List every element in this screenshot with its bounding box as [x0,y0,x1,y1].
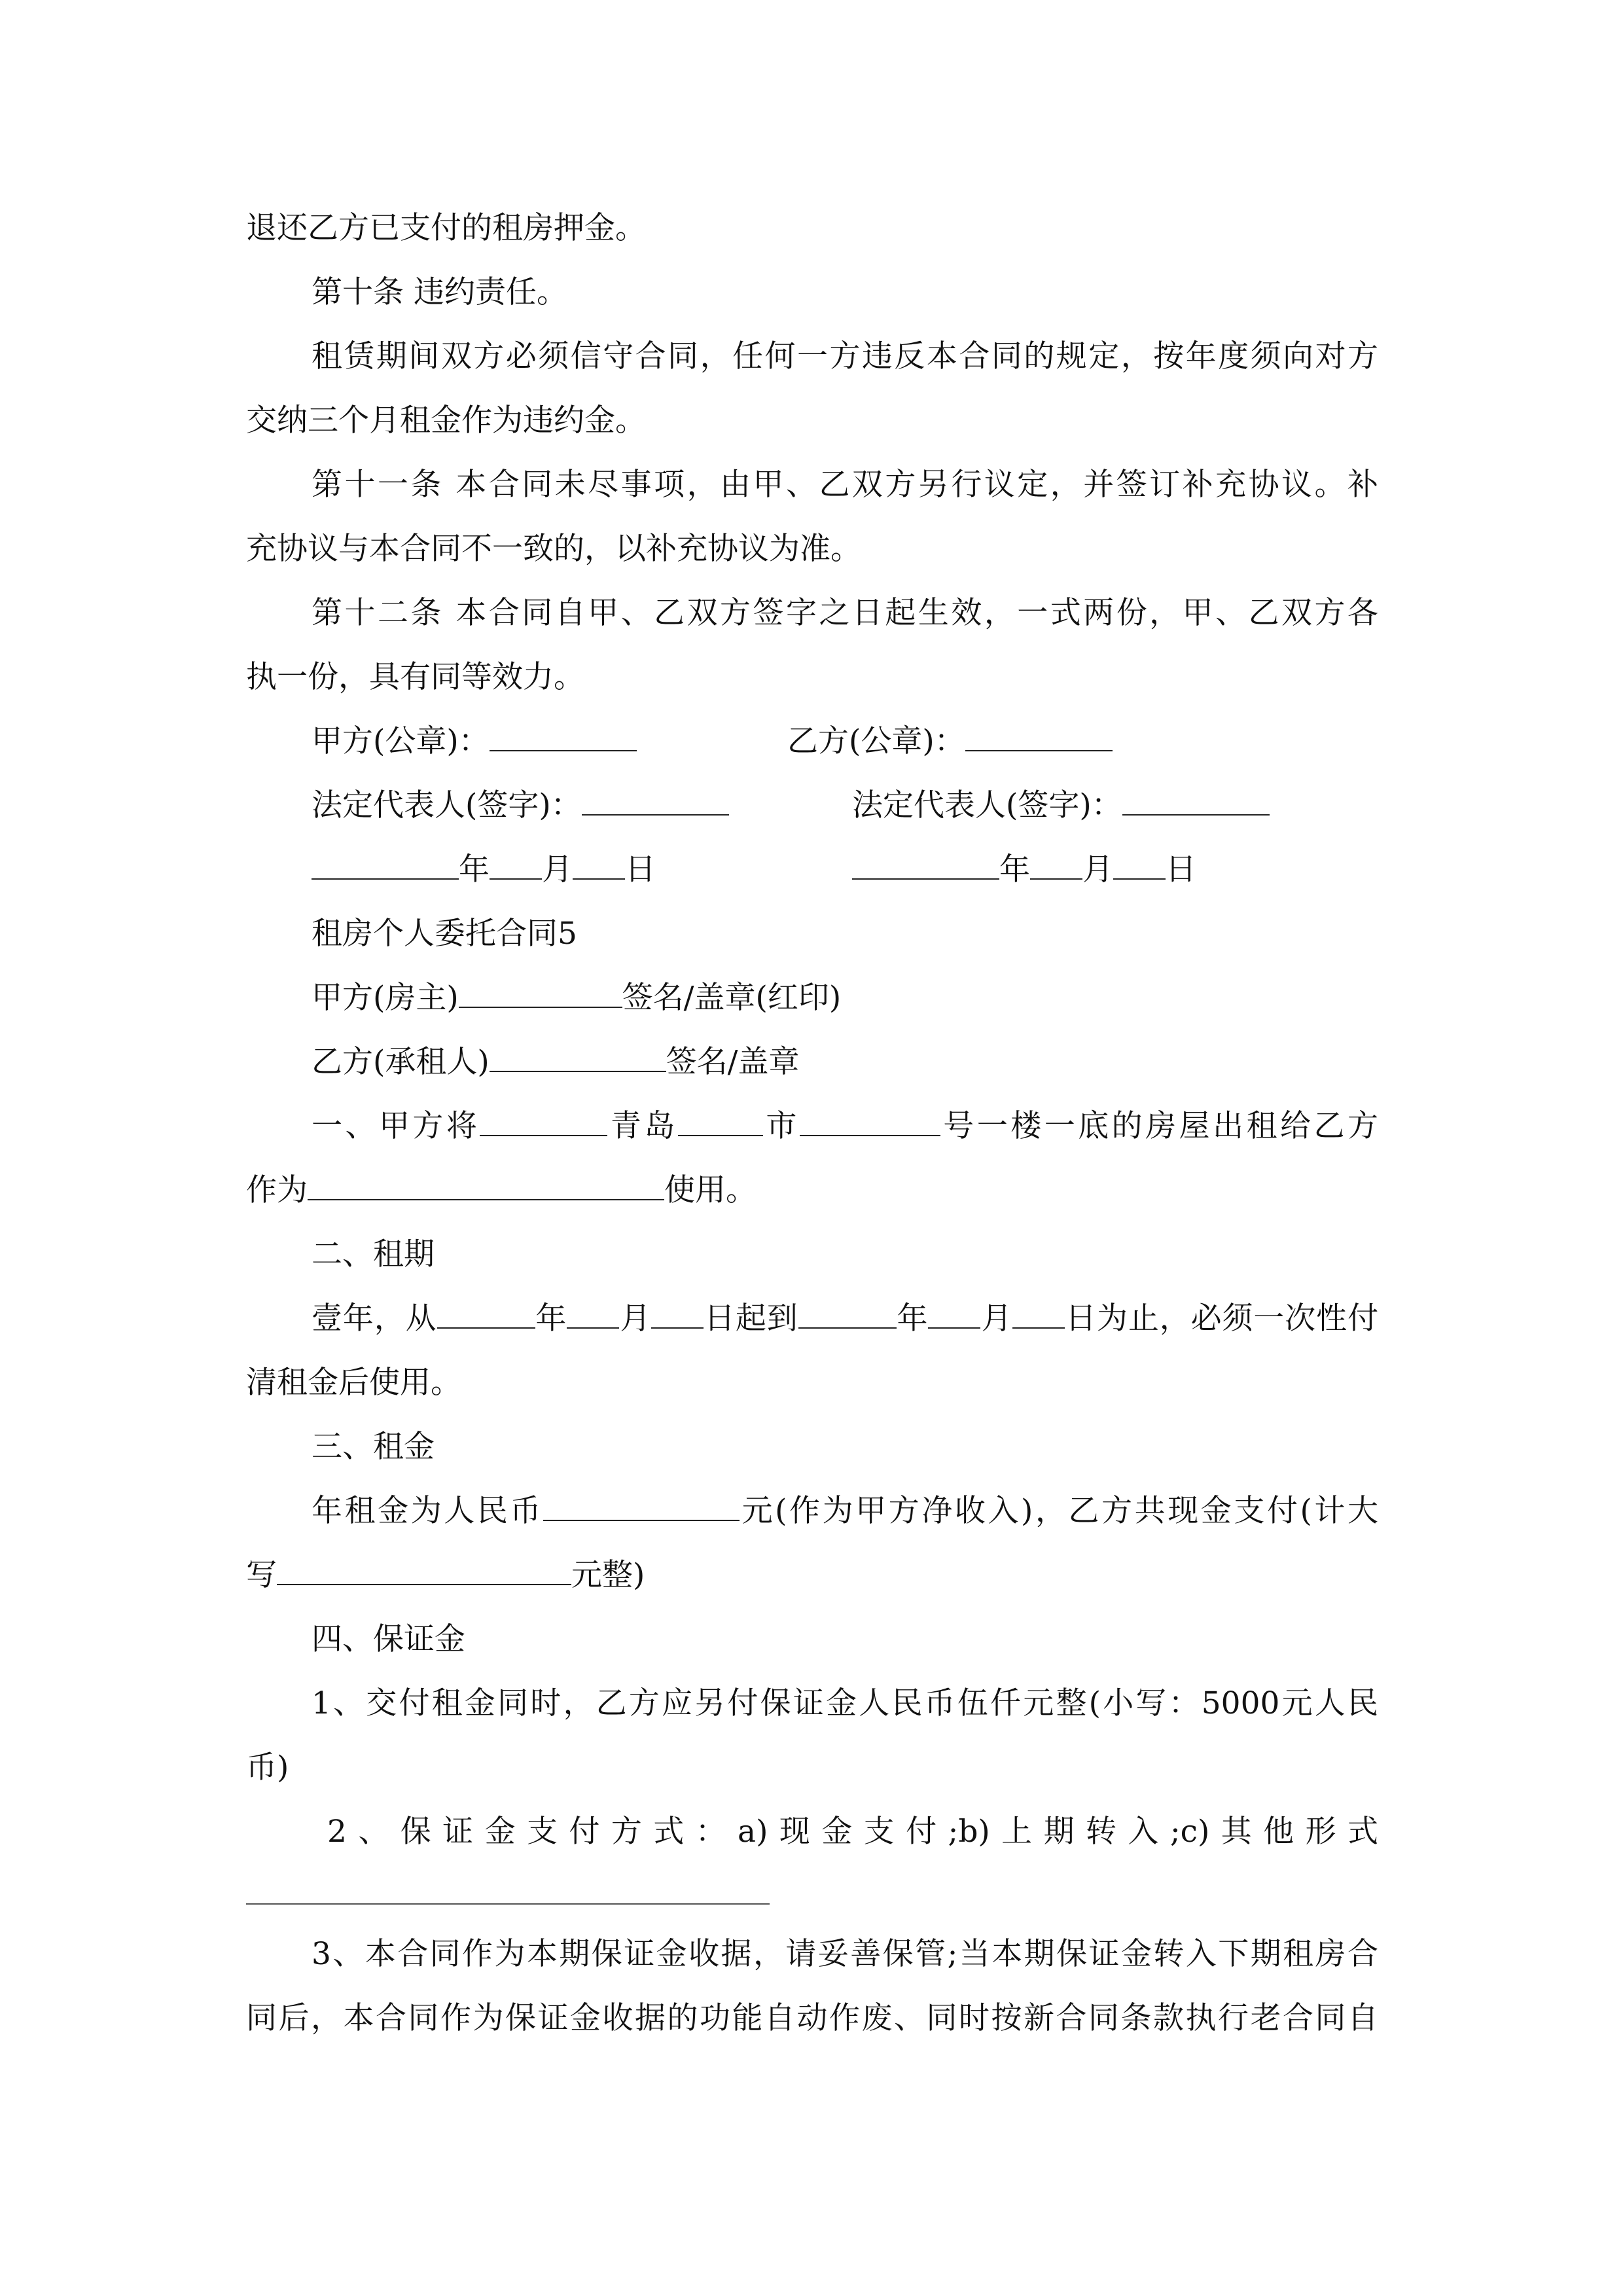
tenant-line [312,1042,800,1083]
rep-b-label: 法定代表人(签字)： [852,787,1122,823]
text: 月 [619,1300,652,1336]
party-a-seal-label: 甲方(公章)： [312,723,490,759]
text: 使用。 [664,1172,757,1208]
rep-a-blank [582,785,729,816]
text: 号一楼一底的房屋出租给乙方 [940,1108,1379,1144]
landlord-blank [459,978,622,1008]
blank [277,1555,571,1585]
month-blank [1030,850,1082,880]
tenant-blank [490,1042,666,1072]
rep-a-line [312,785,729,826]
landlord-label: 甲方(房主) [312,980,459,1016]
landlord-sign-label: 签名/盖章(红印) [622,980,842,1016]
blank [567,1299,619,1329]
blank [651,1299,704,1329]
blank [798,1299,897,1329]
month-label: 月 [1082,852,1113,888]
day-label: 日 [625,852,656,888]
blank [437,1299,535,1329]
article-11: 第十一条 本合同未尽事项，由甲、乙双方另行议定，并签订补充协议。补 [312,467,1378,503]
rent-line-1 [312,1491,1378,1532]
month-blank [490,850,542,880]
text: 作为 [246,1172,308,1208]
tenant-label: 乙方(承租人) [312,1044,490,1080]
text-line: 租赁期间双方必须信守合同，任何一方违反本合同的规定，按年度须向对方 [312,338,1378,374]
text: 年 [896,1300,929,1336]
blank [1012,1299,1065,1329]
text: 写 [246,1557,277,1593]
party-b-seal-blank [965,721,1113,751]
blank [480,1106,607,1136]
month-label: 月 [542,852,573,888]
lease-term-line-1 [312,1299,1378,1339]
text: 日为止，必须一次性付 [1065,1300,1379,1336]
year-blank [852,850,999,880]
article-12: 第十二条 本合同自甲、乙双方签字之日起生效，一式两份，甲、乙双方各 [312,595,1378,631]
day-label: 日 [1166,852,1196,888]
year-blank [312,850,459,880]
section-heading: 三、租金 [312,1429,435,1465]
deposit-clause-3: 3、本合同作为本期保证金收据，请妥善保管;当本期保证金转入下期租房合 [312,1936,1378,1972]
date-b-line [852,850,1196,890]
year-label: 年 [999,852,1030,888]
text: 壹年，从 [312,1300,437,1336]
rep-a-label: 法定代表人(签字)： [312,787,582,823]
text-line: 币) [246,1749,289,1785]
text: 年租金为人民币 [312,1493,543,1529]
blank [800,1106,940,1136]
text: 日起到 [704,1300,798,1336]
section-heading: 二、租期 [312,1236,435,1272]
text-line: 同后，本合同作为保证金收据的功能自动作废、同时按新合同条款执行老合同自 [246,2000,1378,2036]
landlord-line [312,978,841,1018]
text: 青岛 [607,1108,678,1144]
text-line: 充协议与本合同不一致的，以补充协议为准。 [246,531,861,567]
party-a-seal-line [312,721,637,762]
blank [543,1491,740,1521]
clause-1-line-1 [312,1106,1378,1147]
footnote-divider [246,1903,770,1905]
text-line: 退还乙方已支付的租房押金。 [246,210,646,246]
deposit-clause-1: 1、交付租金同时，乙方应另付保证金人民币伍仟元整(小写：5000元人民 [312,1685,1378,1721]
rep-b-blank [1122,785,1270,816]
text: 元整) [571,1557,645,1593]
day-blank [1113,850,1166,880]
text: 一、甲方将 [312,1108,480,1144]
text: 年 [535,1300,567,1336]
text-line: 执一份，具有同等效力。 [246,659,584,695]
text: 市 [762,1108,800,1144]
date-a-line [312,850,656,890]
blank [308,1170,664,1200]
contract-title: 租房个人委托合同5 [312,916,577,952]
party-b-seal-label: 乙方(公章)： [787,723,965,759]
text-line: 交纳三个月租金作为违约金。 [246,403,646,439]
year-label: 年 [459,852,490,888]
party-b-seal-line [787,721,1113,762]
clause-1-line-2 [246,1170,757,1211]
text: 元(作为甲方净收入)，乙方共现金支付(计大 [740,1493,1378,1529]
text-line: 清租金后使用。 [246,1365,461,1401]
rent-line-2 [246,1555,645,1596]
rep-b-line [852,785,1270,826]
blank [678,1106,763,1136]
article-10-heading: 第十条 违约责任。 [312,274,567,310]
section-heading: 四、保证金 [312,1621,465,1657]
text: 月 [980,1300,1013,1336]
blank [928,1299,980,1329]
party-a-seal-blank [490,721,637,751]
day-blank [573,850,625,880]
deposit-clause-2: 2、保证金支付方式：a)现金支付;b)上期转入;c)其他形式 [327,1814,1378,1850]
tenant-sign-label: 签名/盖章 [666,1044,800,1080]
